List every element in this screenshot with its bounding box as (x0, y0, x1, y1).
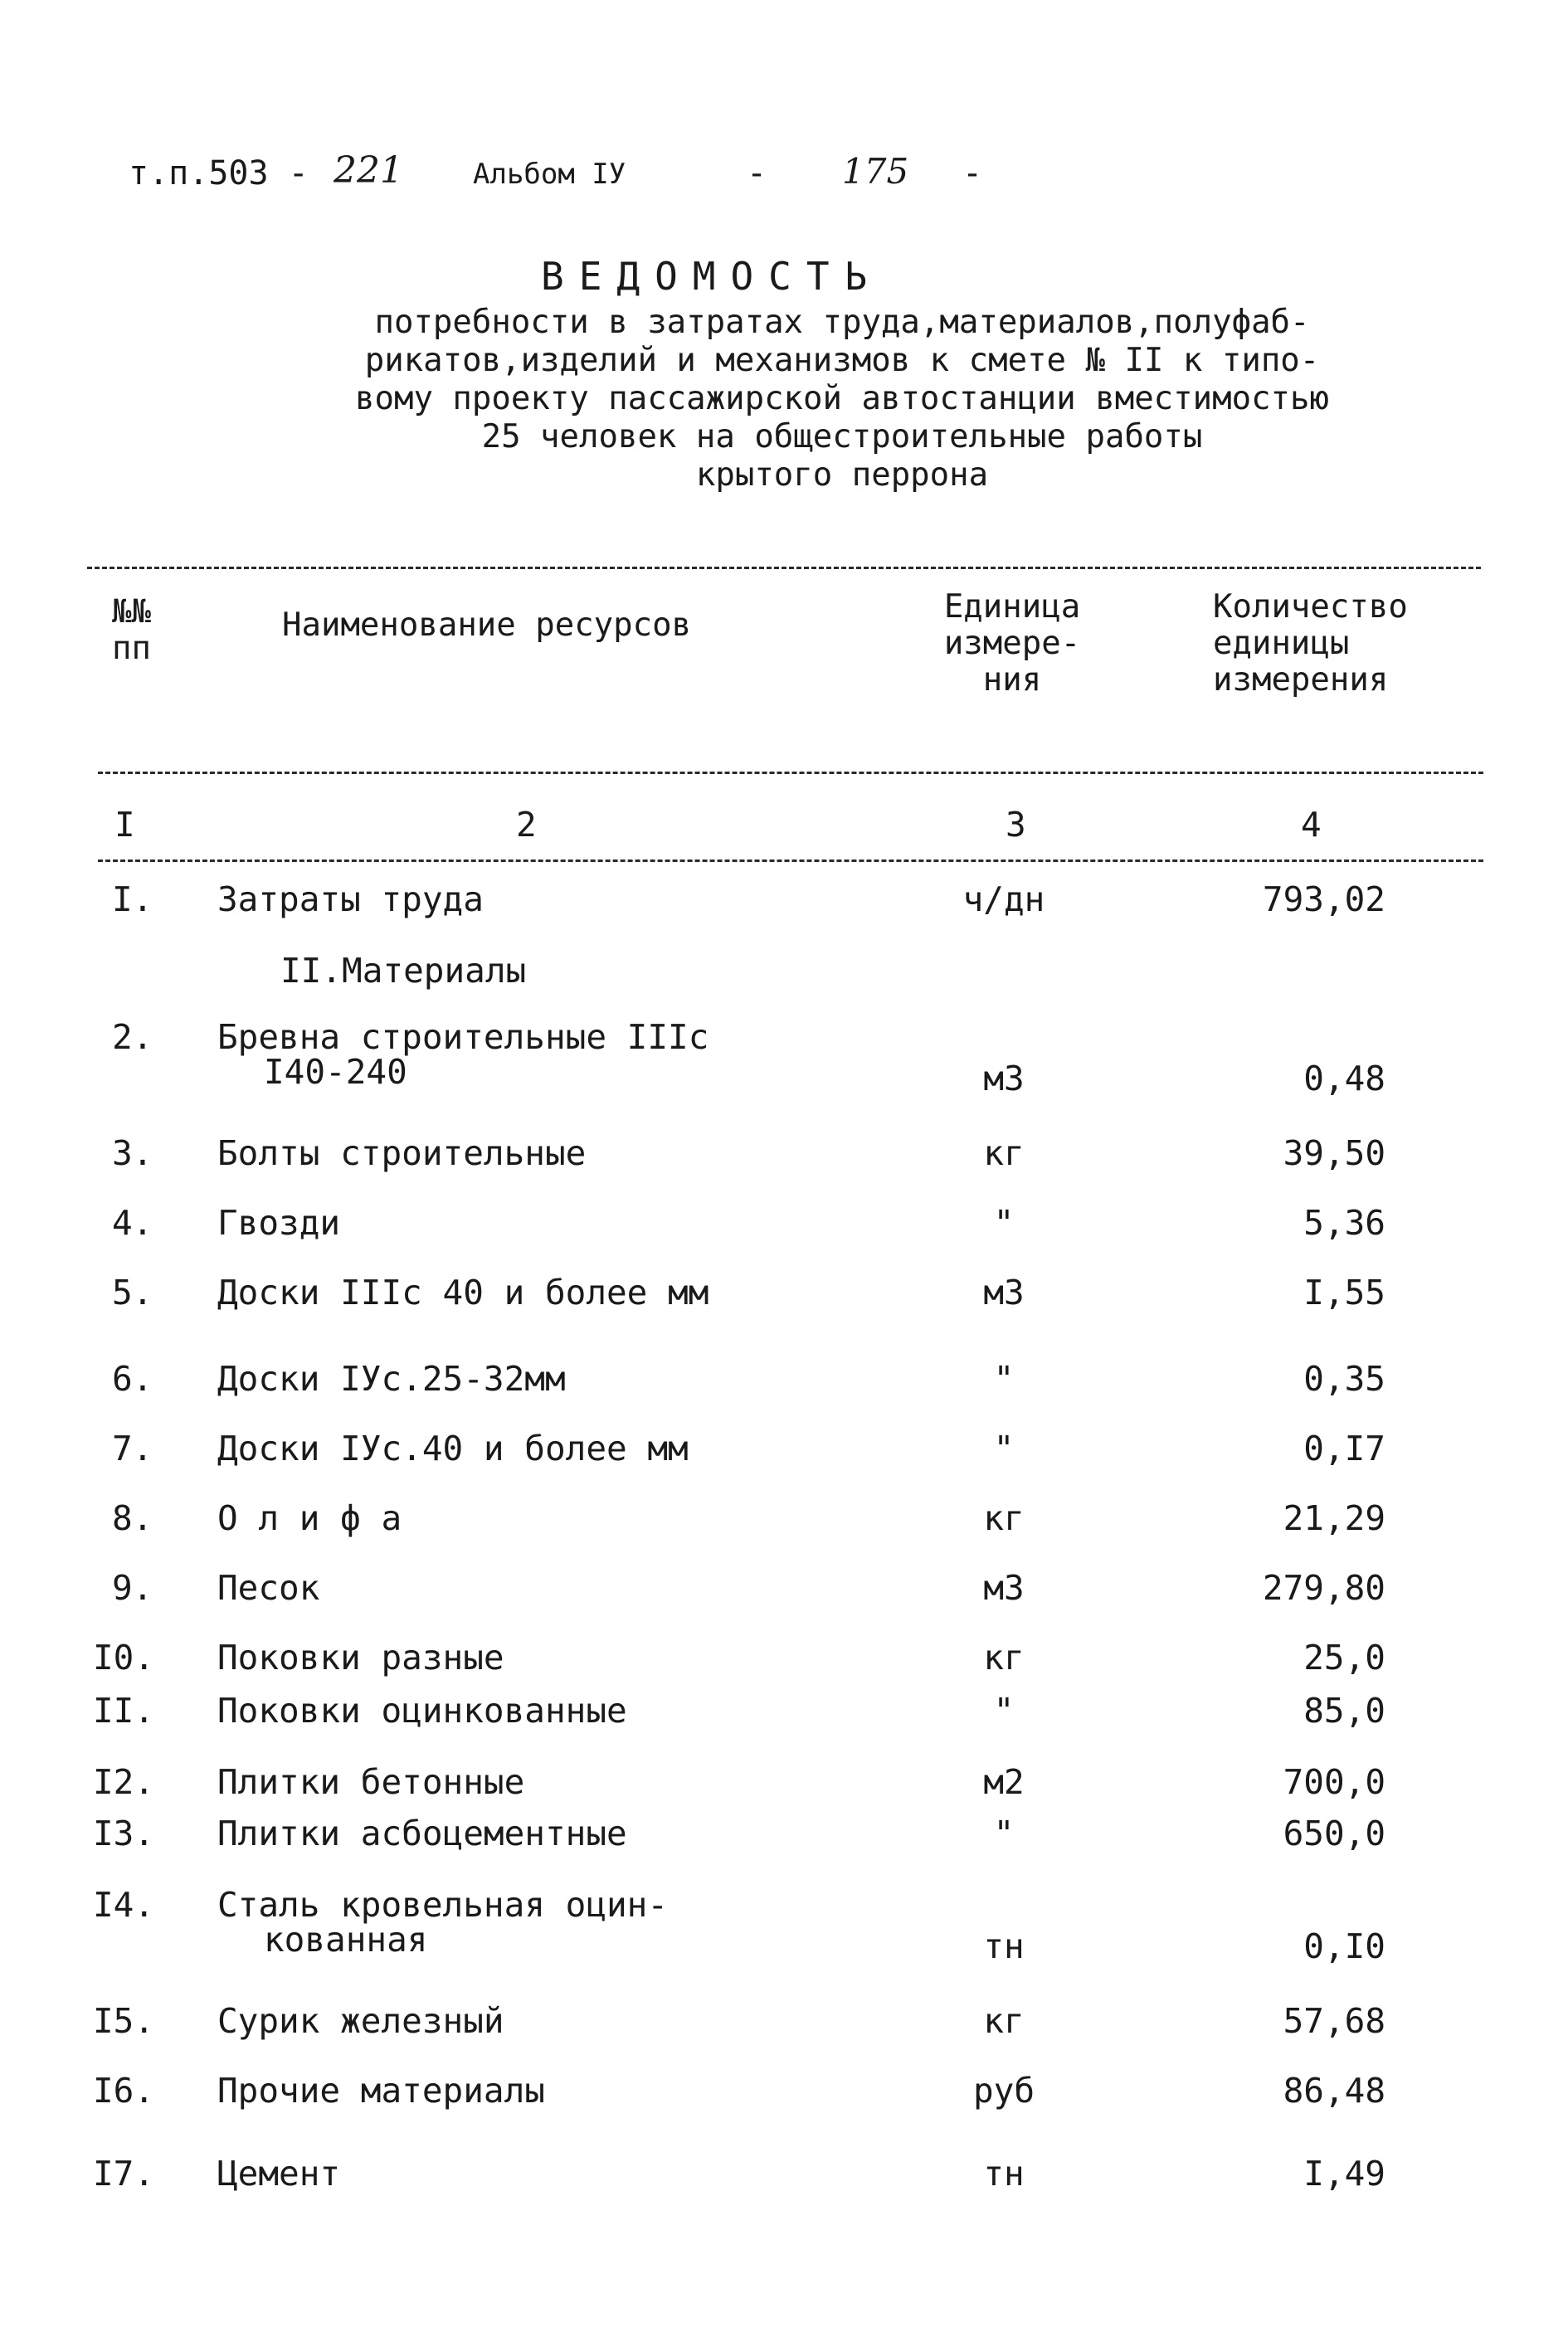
quantity-value: 86,48 (1283, 2071, 1385, 2111)
col-header-unit (904, 589, 1120, 699)
resource-name: Доски IIIс 40 и более мм (217, 1273, 709, 1312)
section-materials-label: II.Материалы (280, 951, 527, 991)
resource-name: О л и ф а (217, 1498, 402, 1538)
row-number: 7. (112, 1429, 153, 1468)
header-bottom-rule (98, 772, 1483, 774)
resource-name: Бревна строительные IIIс (217, 1017, 709, 1057)
unit-of-measure: м3 (983, 1568, 1025, 1608)
subtitle-line: вому проекту пассажирской автостанции вместимостью (355, 380, 1329, 417)
resource-name: Сталь кровельная оцин- (217, 1885, 669, 1925)
quantity-value: 700,0 (1283, 1762, 1385, 1802)
table-top-rule (87, 567, 1481, 569)
resource-name: кованная (264, 1920, 428, 1960)
quantity-value: I,55 (1303, 1273, 1385, 1312)
unit-of-measure: " (993, 1691, 1015, 1731)
col-header-name-line: Наименование ресурсов (282, 606, 692, 644)
col-header-quantity-line: измерения (1213, 661, 1389, 699)
row-number: 2. (112, 1017, 153, 1057)
quantity-value: I,49 (1303, 2154, 1385, 2194)
document-title: ВЕДОМОСТЬ (541, 254, 883, 299)
column-number-rule (98, 859, 1483, 862)
unit-of-measure: " (993, 1814, 1015, 1853)
col-header-quantity-line: единицы (1213, 625, 1350, 662)
header-dash: - (747, 154, 767, 192)
document-subtitle (315, 304, 1369, 494)
row-number: 5. (112, 1273, 153, 1312)
quantity-value: 25,0 (1303, 1638, 1385, 1678)
unit-of-measure: м3 (983, 1059, 1025, 1098)
row-number: II. (93, 1691, 155, 1731)
subtitle-line: рикатов,изделий и механизмов к смете № II к типо- (364, 342, 1320, 379)
row-number: I. (112, 879, 153, 919)
subtitle-line: 25 человек на общестроительные работы (481, 418, 1203, 455)
unit-of-measure: " (993, 1429, 1015, 1468)
unit-of-measure: кг (983, 1133, 1025, 1173)
col-header-name (282, 607, 691, 644)
resource-name: Поковки разные (217, 1638, 504, 1678)
row-number: 6. (112, 1359, 153, 1399)
quantity-value: 57,68 (1283, 2001, 1385, 2041)
resource-name: Прочие материалы (217, 2071, 545, 2111)
resource-name: Песок (217, 1568, 320, 1608)
quantity-value: 793,02 (1262, 879, 1385, 919)
project-number: 221 (334, 149, 403, 192)
unit-of-measure: ч/дн (962, 879, 1045, 919)
row-number: 9. (112, 1568, 153, 1608)
row-number: 3. (112, 1133, 153, 1173)
quantity-value: 85,0 (1303, 1691, 1385, 1731)
quantity-value: 279,80 (1262, 1568, 1385, 1608)
col-header-number-line: пп (112, 630, 151, 667)
col-number-2: 2 (516, 805, 537, 845)
col-header-unit-line: ния (982, 661, 1042, 699)
quantity-value: 0,I7 (1303, 1429, 1385, 1468)
col-number-3: 3 (1006, 805, 1026, 845)
quantity-value: 0,48 (1303, 1059, 1385, 1098)
page-number: 175 (842, 151, 909, 192)
quantity-value: 650,0 (1283, 1814, 1385, 1853)
resource-name: Сурик железный (217, 2001, 504, 2041)
resource-name: I40-240 (264, 1052, 407, 1092)
unit-of-measure: руб (972, 2071, 1035, 2111)
col-header-quantity-line: Количество (1213, 588, 1408, 626)
quantity-value: 5,36 (1303, 1203, 1385, 1243)
resource-name: Болты строительные (217, 1133, 587, 1173)
col-header-number-line: №№ (112, 593, 151, 631)
resource-name: Поковки оцинкованные (217, 1691, 627, 1731)
resource-name: Плитки асбоцементные (217, 1814, 627, 1853)
col-number-1: I (114, 805, 135, 845)
resource-name: Доски IУс.25-32мм (217, 1359, 566, 1399)
col-header-unit-line: измере- (943, 625, 1081, 662)
unit-of-measure: кг (983, 1638, 1025, 1678)
unit-of-measure: м3 (983, 1273, 1025, 1312)
row-number: 4. (112, 1203, 153, 1243)
quantity-value: 0,35 (1303, 1359, 1385, 1399)
resource-name: Плитки бетонные (217, 1762, 525, 1802)
resource-name: Цемент (217, 2154, 341, 2194)
header-dash: - (962, 154, 983, 192)
row-number: I2. (93, 1762, 155, 1802)
row-number: I5. (93, 2001, 155, 2041)
col-header-quantity (1213, 589, 1408, 699)
unit-of-measure: кг (983, 2001, 1025, 2041)
quantity-value: 39,50 (1283, 1133, 1385, 1173)
col-header-number (112, 594, 151, 667)
row-number: I4. (93, 1885, 155, 1925)
doc-code: т.п.503 - (129, 154, 309, 192)
row-number: 8. (112, 1498, 153, 1538)
col-header-unit-line: Единица (943, 588, 1081, 626)
quantity-value: 21,29 (1283, 1498, 1385, 1538)
row-number: I0. (93, 1638, 155, 1678)
unit-of-measure: тн (983, 2154, 1025, 2194)
resource-name: Доски IУс.40 и более мм (217, 1429, 689, 1468)
album-label: Альбом IУ (473, 158, 626, 191)
resource-name: Затраты труда (217, 879, 484, 919)
row-number: I3. (93, 1814, 155, 1853)
unit-of-measure: " (993, 1359, 1015, 1399)
row-number: I7. (93, 2154, 155, 2194)
row-number: I6. (93, 2071, 155, 2111)
subtitle-line: потребности в затратах труда,материалов,полуфаб- (374, 304, 1310, 341)
subtitle-line: крытого перрона (695, 456, 989, 494)
unit-of-measure: " (993, 1203, 1015, 1243)
col-number-4: 4 (1301, 805, 1322, 845)
quantity-value: 0,I0 (1303, 1926, 1385, 1966)
unit-of-measure: тн (983, 1926, 1025, 1966)
unit-of-measure: кг (983, 1498, 1025, 1538)
unit-of-measure: м2 (983, 1762, 1025, 1802)
resource-name: Гвозди (217, 1203, 341, 1243)
